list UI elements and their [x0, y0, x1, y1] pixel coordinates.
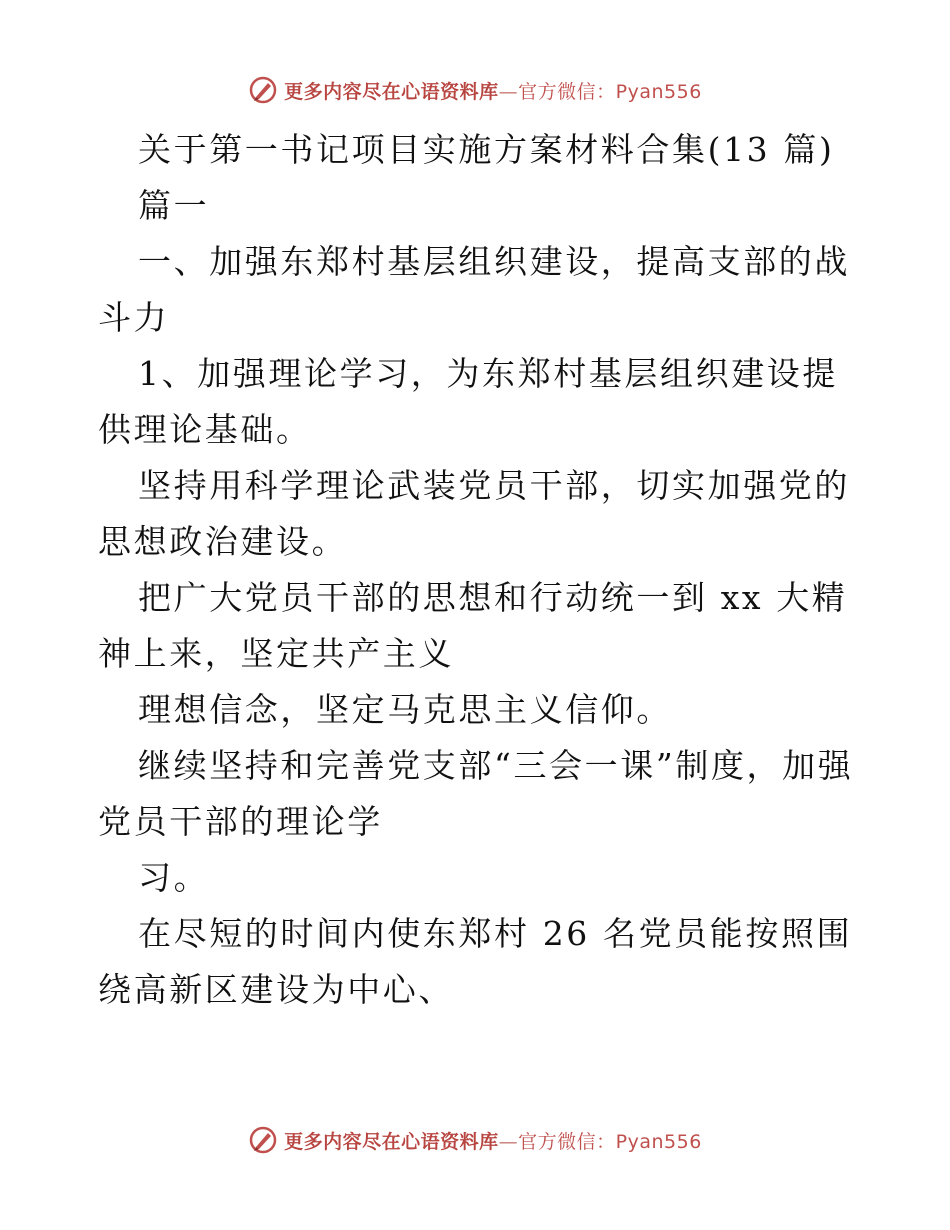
footer-banner [0, 1120, 950, 1160]
footer-brand: 更多内容尽在心语资料库 [284, 1130, 499, 1153]
footer-separator: — [498, 1130, 519, 1153]
subsection-heading: 一、加强东郑村基层组织建设，提高支部的战斗力 [98, 242, 850, 337]
document-body [98, 122, 858, 1018]
header-banner-text [284, 77, 702, 104]
footer-suffix: 官方微信：Pyan556 [518, 1130, 702, 1153]
header-suffix: 官方微信：Pyan556 [518, 80, 702, 103]
pen-logo-icon [248, 75, 278, 105]
footer-banner-text [284, 1127, 702, 1154]
document-title: 关于第一书记项目实施方案材料合集(13 篇) [138, 130, 835, 169]
paragraph: 坚持用科学理论武装党员干部，切实加强党的思想政治建设。 [98, 466, 850, 561]
header-banner [0, 70, 950, 110]
paragraph: 把广大党员干部的思想和行动统一到 xx 大精神上来，坚定共产主义 [98, 578, 848, 673]
section-heading: 篇一 [138, 186, 210, 225]
paragraph: 在尽短的时间内使东郑村 26 名党员能按照围绕高新区建设为中心、 [98, 914, 853, 1009]
paragraph: 理想信念，坚定马克思主义信仰。 [138, 690, 672, 729]
paragraph: 1、加强理论学习，为东郑村基层组织建设提供理论基础。 [98, 354, 838, 449]
pen-logo-icon [248, 1125, 278, 1155]
header-separator: — [498, 80, 519, 103]
header-brand: 更多内容尽在心语资料库 [284, 80, 499, 103]
paragraph: 习。 [138, 858, 210, 897]
paragraph: 继续坚持和完善党支部“三会一课”制度，加强党员干部的理论学 [98, 746, 854, 841]
